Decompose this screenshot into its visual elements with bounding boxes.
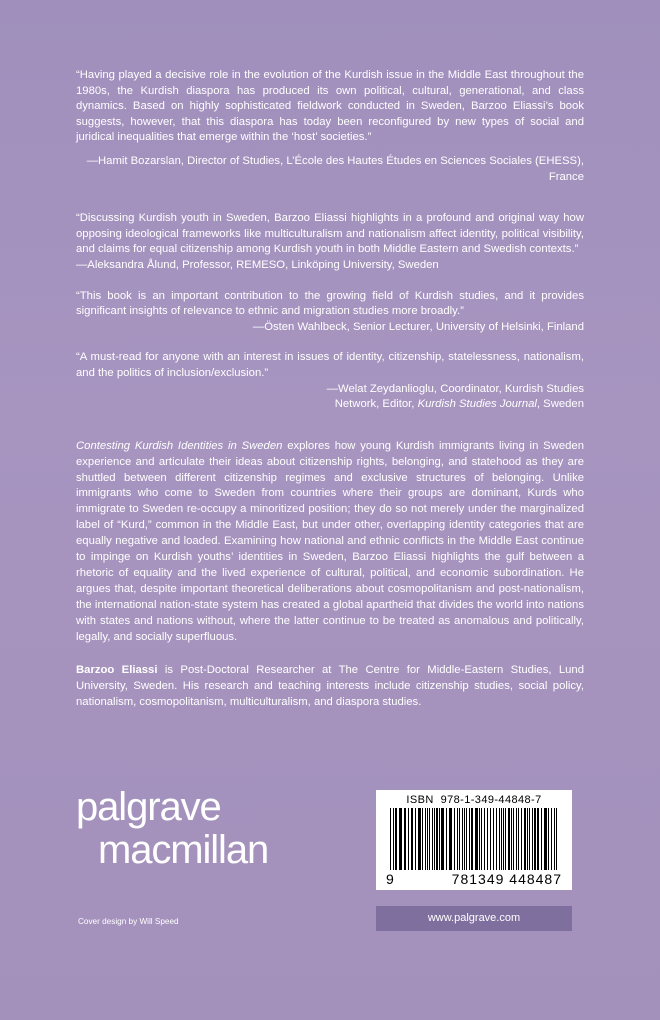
isbn-text xyxy=(382,794,566,806)
spacer xyxy=(76,335,584,350)
isbn-barcode-block xyxy=(376,790,572,890)
barcode-digits xyxy=(382,870,566,887)
book-summary xyxy=(76,439,584,646)
endorsement-quote-2: “Discussing Kurdish youth in Sweden, Barzoo Eliassi highlights in a profound and original way how opposing ideological frameworks like multiculturalism and nationalism affect identity, political visibility, and claims for equal citizenship among Kurdish youth in both Middle Eastern and Swedish contexts.” xyxy=(76,212,584,256)
book-title: Contesting Kurdish Identities in Sweden xyxy=(76,439,283,452)
endorsement-attribution-4-line2-pre: Network, Editor, xyxy=(334,398,418,411)
barcode-bars xyxy=(382,808,566,870)
endorsement-quote-4: “A must-read for anyone with an interest in issues of identity, citizenship, statelessness, nationalism, and the politics of inclusion/exclusion.” xyxy=(76,351,584,379)
isbn-label: ISBN xyxy=(406,794,434,806)
endorsement-attribution-4 xyxy=(76,382,584,413)
spacer xyxy=(76,146,584,154)
publisher-website: www.palgrave.com xyxy=(376,906,572,931)
spacer xyxy=(76,413,584,439)
endorsement-attribution-4-line1: —Welat Zeydanlioglu, Coordinator, Kurdish Studies xyxy=(326,382,584,395)
endorsement-quote-3: “This book is an important contribution to the growing field of Kurdish studies, and it provides significant insights of relevance to ethnic and migration studies more broadly.” xyxy=(76,289,584,318)
publisher-logo xyxy=(76,786,326,872)
publisher-logo-line2: macmillan xyxy=(98,828,269,872)
author-bio-text: is Post-Doctoral Researcher at The Centre for Middle-Eastern Studies, Lund University, Sweden. His research and teaching interests include citizenship studies, social policy, nationalism, cosmopolitanism, multiculturalism, and diaspora studies. xyxy=(76,664,584,709)
publisher-logo-line1: palgrave xyxy=(76,785,221,829)
barcode-digit-left: 9 xyxy=(386,871,395,887)
spacer xyxy=(76,185,584,211)
endorsement-attribution-4-line2-post: , Sweden xyxy=(536,398,584,411)
spacer xyxy=(76,274,584,289)
isbn-number: 978-1-349-44848-7 xyxy=(440,794,542,806)
endorsement-attribution-1: —Hamit Bozarslan, Director of Studies, L’École des Hautes Études en Sciences Sociales (EHESS), France xyxy=(86,154,584,183)
endorsement-attribution-2: —Aleksandra Ålund, Professor, REMESO, Linköping University, Sweden xyxy=(76,258,439,271)
endorsement-quote-1: “Having played a decisive role in the evolution of the Kurdish issue in the Middle East throughout the 1980s, the Kurdish diaspora has produced its own political, cultural, generational, and class dynamics. Based on highly sophisticated fieldwork conducted in Sweden, Barzoo Eliassi’s book suggests, however, that this diaspora has today been reconfigured by new types of social and juridical inequalities that emerge within the ‘host’ societies.” xyxy=(76,69,584,144)
book-summary-text: explores how young Kurdish immigrants living in Sweden experience and articulate their ideas about citizenship rights, belonging, and statehood as they are shuttled between different citizenship regimes and exclusive structures of belonging. Unlike immigrants who come to Sweden from countries where their groups are dominant, Kurds who immigrate to Sweden re-occupy a minoritized position; they do so not merely under the marginalized label of “Kurd,” common in the Middle East, but under other, overlapping identity categories that are equally negative and loaded. Examining how national and ethnic conflicts in the Middle East continue to impinge on Kurdish youths’ identities in Sweden, Barzoo Eliassi highlights the gulf between a rhetoric of equality and the lived experience of cultural, political, and economic subordination. He argues that, despite important theoretical deliberations about cosmopolitanism and post-nationalism, the international nation-state system has created a global apartheid that divides the world into nations with states and nations without, where the latter continue to be treated as anomalous and politically, legally, and socially superfluous. xyxy=(76,439,584,643)
cover-footer xyxy=(76,786,584,986)
endorsement-attribution-3: —Östen Wahlbeck, Senior Lecturer, University of Helsinki, Finland xyxy=(252,320,584,333)
author-name: Barzoo Eliassi xyxy=(76,664,158,677)
endorsement-attribution-4-journal: Kurdish Studies Journal xyxy=(417,398,537,411)
cover-design-credit: Cover design by Will Speed xyxy=(78,917,179,926)
author-bio xyxy=(76,663,584,711)
barcode-digits-right: 781349 448487 xyxy=(451,871,562,887)
